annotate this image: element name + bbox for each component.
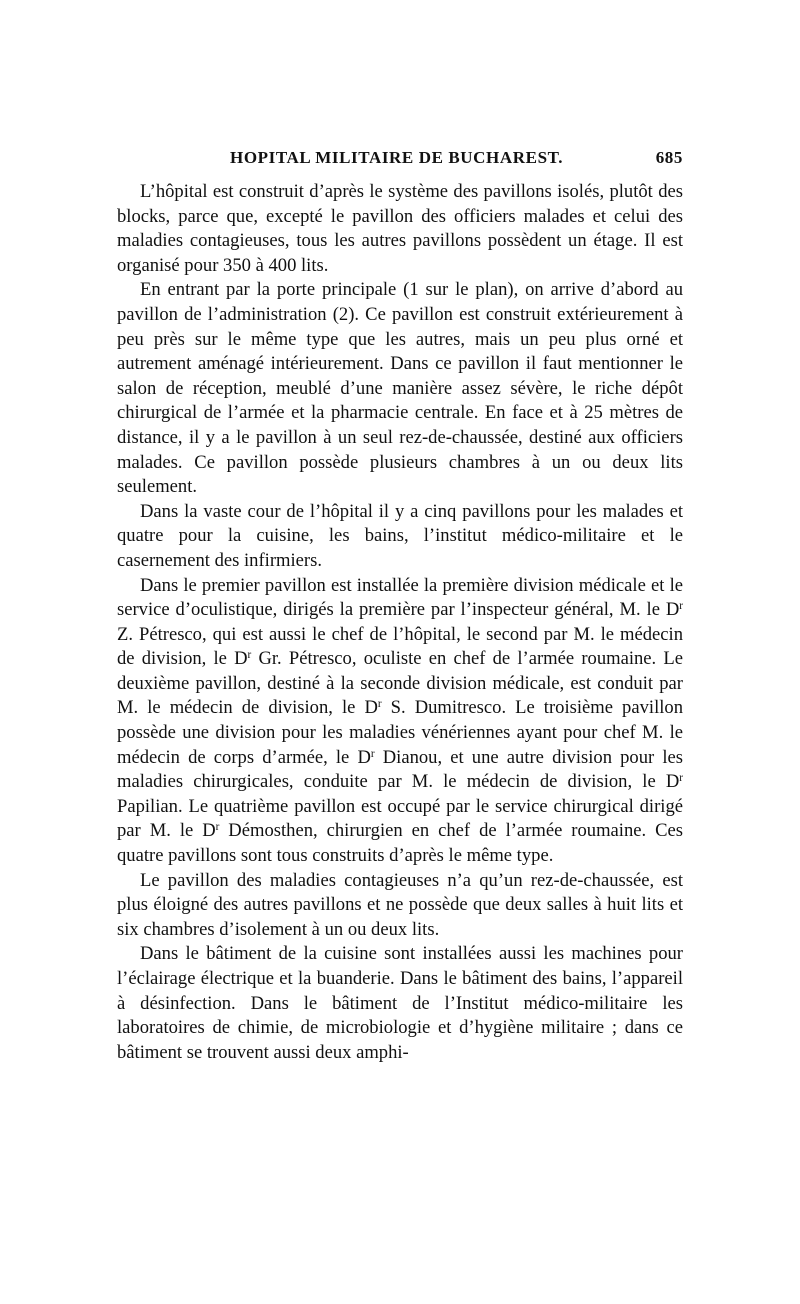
paragraph-kitchen: Dans le bâtiment de la cuisine sont installées aussi les machines pour l’éclairage électrique et la buanderie. Dans le bâtiment des bains, l’appareil à désinfection. Dans le bâtiment de l’Institut médico-militaire les laboratoires de chimie, de microbiologie et d’hygiène militaire ; dans ce bâtiment se trouvent aussi deux amphi- <box>117 943 683 1063</box>
paragraph-contagious: Le pavillon des maladies contagieuses n’a qu’un rez-de-chaussée, est plus éloigné des autres pavillons et ne possède que deux salles à huit lits et six chambres d’isolement à un ou deux lits. <box>117 869 683 940</box>
paragraph-administration: En entrant par la porte principale (1 sur le plan), on arrive d’abord au pavillon de l’administration (2). Ce pavillon est construit extérieurement à peu près sur le même type que les autres, mais un peu plus orné et autrement aménagé intérieurement. Dans ce pavillon il faut mentionner le salon de réception, meublé d’une manière assez sévère, le riche dépôt chirurgical de l’armée et la pharmacie centrale. En face et à 25 mètres de distance, il y a le pavillon à un seul rez-de-chaussée, destiné aux officiers malades. Ce pavillon possède plusieurs chambres à un ou deux lits seulement. <box>117 279 683 498</box>
page-header <box>117 148 683 174</box>
paragraph-construction: L’hôpital est construit d’après le système des pavillons isolés, plutôt des blocks, parce que, excepté le pavillon des officiers malades et celui des maladies contagieuses, tous les autres pavillons possèdent un étage. Il est organisé pour 350 à 400 lits. <box>117 181 683 276</box>
page-number: 685 <box>655 148 683 167</box>
paragraph-pavilions: Dans le premier pavillon est installée la première division médicale et le service d’oculistique, dirigés la première par l’inspecteur général, M. le $D^r$ Z. Pétresco, qui est aussi le chef de l’hôpital, le second par M. le médecin de division, le $D^r$ Gr. Pétresco, oculiste en chef de l’armée roumaine. Le deuxième pavillon, destiné à la seconde division médicale, est conduit par M. le médecin de division, le $D^r$ S. Dumitresco. Le troisième pavillon possède une division pour les maladies vénériennes ayant pour chef M. le médecin de corps d’armée, le $D^r$ Dianou, et une autre division pour les maladies chirurgicales, conduite par M. le médecin de division, le $D^r$ Papilian. Le quatrième pavillon est occupé par le service chirurgical dirigé par M. le $D^r$ Démosthen, chirurgien en chef de l’armée roumaine. Ces quatre pavillons sont tous construits d’après le même type. <box>117 574 684 867</box>
running-title: HOPITAL MILITAIRE DE BUCHAREST. <box>230 148 564 167</box>
body-text <box>117 180 683 1065</box>
paragraph-courtyard: Dans la vaste cour de l’hôpital il y a cinq pavillons pour les malades et quatre pour la cuisine, les bains, l’institut médico-militaire et le casernement des infirmiers. <box>117 500 683 571</box>
